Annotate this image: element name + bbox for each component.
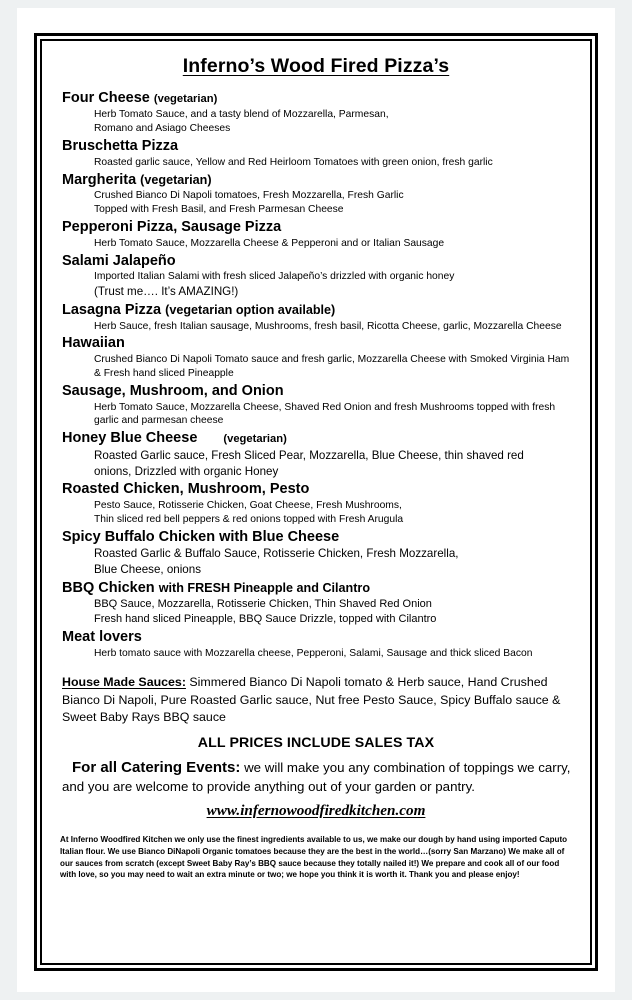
menu-item-desc-line: Thin sliced red bell peppers & red onions topped with Fresh Arugula [94, 513, 404, 525]
menu-item-title: Hawaiian [62, 335, 125, 352]
menu-item-title: Pepperoni Pizza, Sausage Pizza [62, 218, 282, 235]
menu-item [54, 628, 578, 661]
menu-item-desc-line: Topped with Fresh Basil, and Fresh Parmesan Cheese [94, 204, 344, 216]
menu-item-desc-line: Herb Tomato Sauce, Mozzarella Cheese, Shaved Red Onion and fresh Mushrooms topped with fresh [94, 401, 556, 413]
menu-item-desc-line: BBQ Sauce, Mozzarella, Rotisserie Chicken, Thin Shaved Red Onion [94, 598, 432, 611]
website-link[interactable]: www.infernowoodfiredkitchen.com [206, 802, 426, 820]
menu-item-desc-line: Romano and Asiago Cheeses [94, 123, 231, 135]
house-made-sauces [62, 674, 574, 725]
menu-item-list [54, 89, 578, 660]
menu-item-title: Salami Jalapeño [62, 252, 176, 269]
menu-item-name [62, 89, 578, 108]
menu-item [54, 429, 578, 479]
house-made-sauces-label: House Made Sauces: [62, 675, 186, 690]
menu-item-title: Honey Blue Cheese [62, 430, 198, 447]
menu-item-tag: (vegetarian option available) [165, 302, 336, 317]
menu-item-title: BBQ Chicken [62, 579, 155, 596]
menu-item-desc-line: onions, Drizzled with organic Honey [94, 464, 279, 478]
menu-item-desc-line: Roasted Garlic sauce, Fresh Sliced Pear, Mozzarella, Blue Cheese, thin shaved red [94, 449, 524, 463]
fineprint-text: At Inferno Woodfired Kitchen we only use the finest ingredients available to us, we make our dough by hand using imported Caputo Italian flour. We use Bianco DiNapoli Organic tomatoes because they are the best in the world…(sorry San Marzano) We make all of our sauces from scratch (except Sweet Baby Ray’s BBQ sauce because they totally nailed it!) We prepare and cook all of our food with love, so you may need to wait an extra minute or two; we hope you think it is worth it. Thank you and please enjoy! [60, 835, 568, 880]
menu-item-desc-line: Crushed Bianco Di Napoli tomatoes, Fresh Mozzarella, Fresh Garlic [94, 190, 404, 202]
menu-item-desc-line: (Trust me…. It’s AMAZING!) [94, 285, 239, 299]
menu-item-tag: (vegetarian) [153, 93, 218, 106]
menu-item [54, 252, 578, 300]
menu-item-name [62, 301, 578, 320]
menu-content [42, 41, 590, 963]
menu-item-desc-line: Herb Tomato Sauce, and a tasty blend of Mozzarella, Parmesan, [94, 109, 389, 121]
menu-item-desc-line: Fresh hand sliced Pineapple, BBQ Sauce Drizzle, topped with Cilantro [94, 613, 437, 626]
menu-item [54, 579, 578, 627]
menu-page [17, 8, 615, 992]
menu-item-desc-line: Imported Italian Salami with fresh sliced Jalapeño’s drizzled with organic honey [94, 271, 455, 283]
catering-label: For all Catering Events: [72, 758, 241, 776]
menu-item-desc-line: & Fresh hand sliced Pineapple [94, 368, 234, 380]
page-title [54, 56, 578, 77]
menu-item [54, 301, 578, 334]
menu-item-title: Lasagna Pizza [62, 301, 162, 318]
menu-item-desc-line: Herb Sauce, fresh Italian sausage, Mushrooms, fresh basil, Ricotta Cheese, garlic, Mozzarella Cheese [94, 320, 562, 332]
menu-item-title: Sausage, Mushroom, and Onion [62, 382, 284, 399]
menu-item-title: Bruschetta Pizza [62, 137, 179, 154]
menu-item [54, 137, 578, 170]
sales-tax-note: ALL PRICES INCLUDE SALES TAX [197, 734, 435, 751]
menu-item-title: Spicy Buffalo Chicken with Blue Cheese [62, 528, 340, 545]
menu-item-tag: (vegetarian) [140, 172, 212, 187]
menu-item-name [62, 528, 578, 547]
catering-text: we will make you any combination of toppings we carry, and you are welcome to provide anything out of your garden or pantry. [62, 759, 571, 794]
menu-item-tag: with FRESH Pineapple and Cilantro [158, 580, 371, 595]
menu-item [54, 382, 578, 428]
menu-outer-border [34, 33, 598, 971]
menu-item-name [62, 579, 578, 598]
menu-item-name [62, 137, 578, 156]
menu-item [54, 528, 578, 578]
menu-item-desc-line: Roasted garlic sauce, Yellow and Red Heirloom Tomatoes with green onion, fresh garlic [94, 156, 493, 168]
menu-item-desc-line: Pesto Sauce, Rotisserie Chicken, Goat Cheese, Fresh Mushrooms, [94, 500, 402, 512]
menu-item-name [62, 252, 578, 271]
menu-item-desc-line: Blue Cheese, onions [94, 563, 201, 576]
house-made-sauces-text: Simmered Bianco Di Napoli tomato & Herb sauce, Hand Crushed Bianco Di Napoli, Pure Roasted Garlic sauce, Nut free Pesto Sauce, Spicy Buffalo sauce & Sweet Baby Rays BBQ sauce [62, 675, 561, 724]
menu-item [54, 480, 578, 526]
page-title-text: Inferno’s Wood Fired Pizza’s [182, 55, 450, 77]
menu-item-name [62, 480, 578, 499]
menu-item-name [62, 334, 578, 353]
menu-item [54, 218, 578, 251]
menu-item-title: Four Cheese [62, 90, 150, 107]
menu-item-name [62, 429, 578, 448]
menu-item-desc-line: Herb tomato sauce with Mozzarella cheese, Pepperoni, Salami, Sausage and thick sliced Bacon [94, 647, 533, 659]
menu-item-desc-line: Herb Tomato Sauce, Mozzarella Cheese & Pepperoni and or Italian Sausage [94, 237, 445, 249]
menu-item-title: Roasted Chicken, Mushroom, Pesto [62, 481, 310, 498]
menu-item-desc-line: garlic and parmesan cheese [94, 415, 224, 427]
menu-item-name [62, 382, 578, 401]
menu-item [54, 89, 578, 135]
menu-item-desc-line: Crushed Bianco Di Napoli Tomato sauce and fresh garlic, Mozzarella Cheese with Smoked Virginia Ham [94, 354, 570, 366]
menu-item-name [62, 218, 578, 237]
catering-note [62, 757, 572, 797]
menu-item-desc-line: Roasted Garlic & Buffalo Sauce, Rotisserie Chicken, Fresh Mozzarella, [94, 547, 459, 561]
menu-item [54, 171, 578, 217]
menu-item-tag: (vegetarian) [223, 433, 287, 446]
menu-item-name [62, 628, 578, 647]
menu-item-name [62, 171, 578, 190]
menu-item-title: Meat lovers [62, 628, 142, 645]
menu-item [54, 334, 578, 380]
menu-item-title: Margherita [62, 171, 137, 188]
menu-inner-border [40, 39, 592, 965]
